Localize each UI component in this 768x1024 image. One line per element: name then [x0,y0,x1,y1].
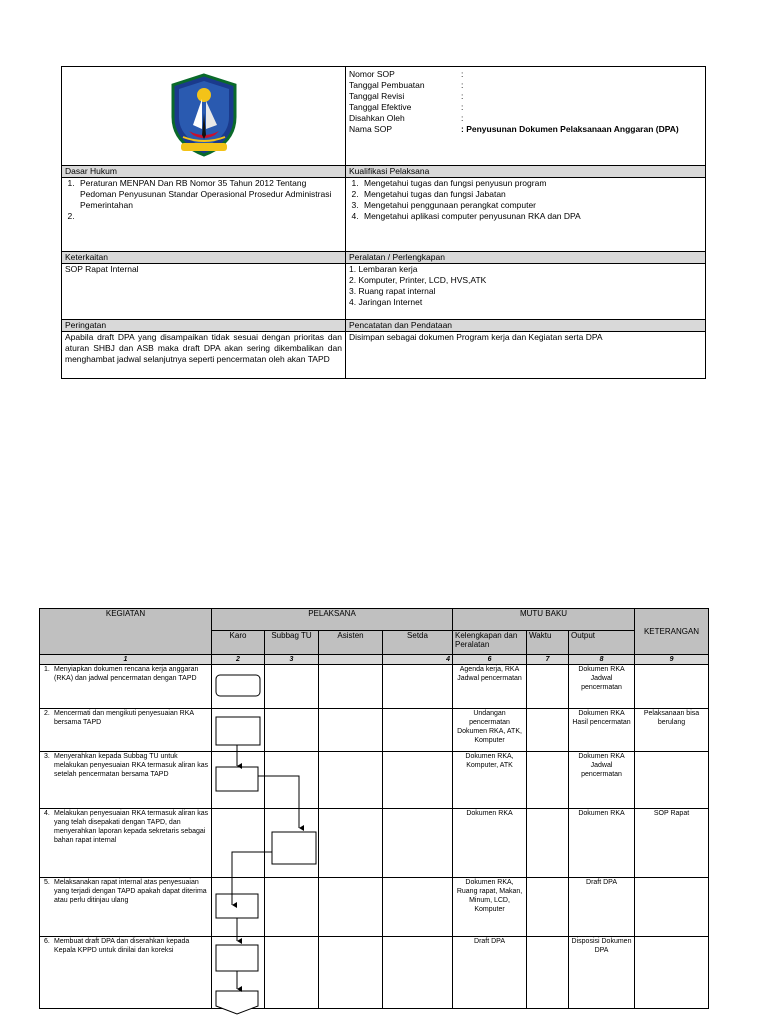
meta-row: Tanggal Revisi : [349,91,464,101]
table-row [40,709,709,752]
meta-row: Tanggal Efektive : [349,102,464,112]
keterangan-cell [635,665,709,709]
kegiatan-header: KEGIATAN [40,609,212,655]
pencatatan-title: Pencatatan dan Pendataan [346,320,706,332]
peralatan-title: Peralatan / Perlengkapan [346,252,706,264]
waktu-cell [527,809,569,878]
kegiatan-cell: 2. Mencermati dan mengikuti penyesuaian RKA bersama TAPD [40,709,212,752]
output-cell: Dokumen RKA Hasil pencermatan [569,709,635,752]
subbag-header: Subbag TU [265,631,319,655]
table-row [40,809,709,878]
pelaksana-header: PELAKSANA [212,609,453,631]
kegiatan-cell: 5. Melaksanakan rapat internal atas penyesuaian yang terjadi dengan TAPD apakah dapat diterima atau perlu ditinjau ulang [40,878,212,937]
waktu-cell [527,665,569,709]
kelengkapan-cell: Draft DPA [453,937,527,1009]
keterangan-cell [635,752,709,809]
keterangan-cell [635,878,709,937]
col-number: 9 [635,655,709,665]
kegiatan-cell: 1. Menyiapkan dokumen rencana kerja anggaran (RKA) dan jadwal pencermatan dengan TAPD [40,665,212,709]
emblem-icon [169,73,239,157]
kualifikasi-title: Kualifikasi Pelaksana [346,166,706,178]
output-cell: Draft DPA [569,878,635,937]
kelengkapan-cell: Dokumen RKA, Ruang rapat, Makan, Minum, LCD, Komputer [453,878,527,937]
waktu-cell [527,937,569,1009]
col-number: 3 [265,655,319,665]
meta-row: Disahkan Oleh : [349,113,464,123]
col-number: 6 [453,655,527,665]
kualifikasi-item: 2. Mengetahui tugas dan fungsi Jabatan [361,189,702,200]
sop-flow-table [39,608,709,1009]
peralatan-item: 3. Ruang rapat internal [349,286,436,296]
keterangan-cell: Pelaksanaan bisa berulang [635,709,709,752]
waktu-cell [527,709,569,752]
kualifikasi-item: 1. Mengetahui tugas dan fungsi penyusun program [361,178,702,189]
peringatan-title: Peringatan [62,320,346,332]
kelengkapan-cell: Dokumen RKA [453,809,527,878]
peralatan-body [346,264,706,320]
col-number: 2 [212,655,265,665]
kualifikasi-item: 3. Mengetahui penggunaan perangkat computer [361,200,702,211]
pencatatan-body: Disimpan sebagai dokumen Program kerja dan Kegiatan serta DPA [346,332,706,379]
meta-row: Nomor SOP : [349,69,464,79]
keterangan-cell: SOP Rapat [635,809,709,878]
waktu-cell [527,752,569,809]
peralatan-item: 2. Komputer, Printer, LCD, HVS,ATK [349,275,487,285]
kegiatan-cell: 6. Membuat draft DPA dan diserahkan kepada Kepala KPPD untuk dinilai dan koreksi [40,937,212,1009]
output-cell: Dokumen RKA [569,809,635,878]
kualifikasi-item: 4. Mengetahui aplikasi computer penyusunan RKA dan DPA [361,211,702,222]
kualifikasi-body [346,178,706,252]
kelengkapan-cell: Dokumen RKA, Komputer, ATK [453,752,527,809]
table-row [40,752,709,809]
keterkaitan-title: Keterkaitan [62,252,346,264]
asisten-header: Asisten [319,631,383,655]
meta-row-nama-sop: Nama SOP : Penyusunan Dokumen Pelaksanaan Anggaran (DPA) [349,124,679,134]
meta-row: Tanggal Pembuatan : [349,80,464,90]
kelengkapan-header: Kelengkapan dan Peralatan [453,631,527,655]
col-number: 1 [40,655,212,665]
col-number: 8 [569,655,635,665]
dasar-hukum-title: Dasar Hukum [62,166,346,178]
keterangan-header: KETERANGAN [635,609,709,655]
col-number [319,655,383,665]
col-number: 7 [527,655,569,665]
logo-cell [62,67,346,166]
kelengkapan-cell: Undangan pencermatan Dokumen RKA, ATK, Komputer [453,709,527,752]
karo-header: Karo [212,631,265,655]
table-row [40,878,709,937]
output-cell: Dokumen RKA Jadwal pencermatan [569,752,635,809]
peralatan-item: 4. Jaringan Internet [349,297,423,307]
sop-meta [346,67,706,166]
table-row [40,665,709,709]
output-cell: Dokumen RKA Jadwal pencermatan [569,665,635,709]
setda-header: Setda [383,631,453,655]
dasar-hukum-item: 1. Peraturan MENPAN Dan RB Nomor 35 Tahun 2012 Tentang Pedoman Penyusunan Standar Operasional Prosedur Administrasi Pemerintahan [77,178,342,211]
dasar-hukum-item [77,211,342,222]
kegiatan-cell: 3. Menyerahkan kepada Subbag TU untuk melakukan penyesuaian RKA termasuk aliran kas setelah pencermatan bersama TAPD [40,752,212,809]
mutu-baku-header: MUTU BAKU [453,609,635,631]
kegiatan-cell: 4. Melakukan penyesuaian RKA termasuk aliran kas yang telah disepakati dengan TAPD, dan menyerahkan laporan kepada sekretaris sebagai bahan rapat internal [40,809,212,878]
dasar-hukum-body [62,178,346,252]
waktu-cell [527,878,569,937]
table-row [40,937,709,1009]
output-header: Output [569,631,635,655]
sop-header-table [61,66,706,379]
keterangan-cell [635,937,709,1009]
col-number: 4 [383,655,453,665]
waktu-header: Waktu [527,631,569,655]
keterkaitan-body: SOP Rapat Internal [62,264,346,320]
kelengkapan-cell: Agenda kerja, RKA Jadwal pencermatan [453,665,527,709]
column-number-row [40,655,709,665]
peralatan-item: 1. Lembaran kerja [349,264,418,274]
output-cell: Disposisi Dokumen DPA [569,937,635,1009]
peringatan-body: Apabila draft DPA yang disampaikan tidak sesuai dengan prioritas dan aturan SHBJ dan ASB maka draft DPA akan sering dikembalikan dan menghambat jadwal selanjutnya seperti pencermatan oleh akan TAPD [62,332,346,379]
